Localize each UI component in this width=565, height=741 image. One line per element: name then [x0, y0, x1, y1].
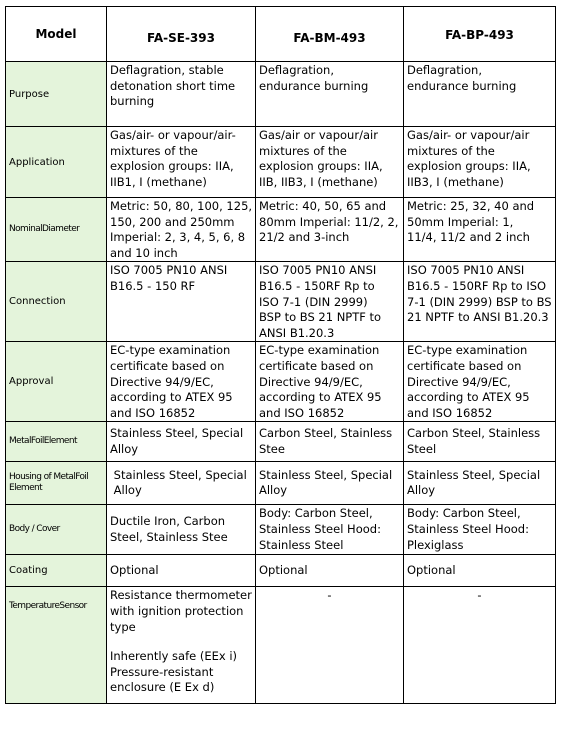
value-cell — [404, 587, 556, 704]
cell-text-line: Stainless Steel, Special — [259, 467, 393, 482]
row-body-cover — [6, 505, 556, 555]
value-cell — [256, 555, 404, 587]
cell-text-line: mixtures of the — [259, 143, 347, 158]
cell-text-line: IIB1, I (methane) — [110, 174, 207, 189]
cell-text-line: detonation short time — [110, 78, 236, 93]
row-label: Approval — [6, 342, 107, 422]
cell-text-line: according to ATEX 95 — [259, 390, 382, 405]
cell-text-line: type — [110, 619, 136, 634]
product-header: FA-SE-393 — [107, 7, 256, 62]
cell-text-line: Body: Carbon Steel, — [259, 506, 373, 521]
row-label: Coating — [6, 555, 107, 587]
cell-text-line: 21 NPTF to ANSI B1.20.3 — [407, 310, 549, 325]
cell-text-line: Stainless Steel, Special — [407, 467, 541, 482]
cell-text-line: BSP to BS 21 NPTF to — [259, 310, 382, 325]
cell-text-line: Metric: 40, 50, 65 and — [259, 199, 387, 213]
row-approval — [6, 342, 556, 422]
cell-text-line: ISO 7-1 (DIN 2999) — [259, 294, 368, 309]
value-cell — [404, 198, 556, 262]
cell-text-line: endurance burning — [407, 78, 517, 93]
row-housing — [6, 462, 556, 505]
value-cell — [404, 62, 556, 127]
cell-text-line: explosion groups: IIA, — [110, 159, 234, 174]
product-header: FA-BM-493 — [256, 7, 404, 62]
row-coating — [6, 555, 556, 587]
cell-text-line: 80mm Imperial: 11/2, 2, — [259, 214, 399, 229]
model-header: Model — [6, 7, 107, 62]
value-cell — [256, 462, 404, 505]
value-cell — [107, 505, 256, 555]
row-label: Purpose — [6, 62, 107, 127]
cell-text-line: - — [327, 588, 332, 603]
cell-text-line: Gas/air- or vapour/air- — [110, 128, 236, 142]
cell-text-line: Metric: 50, 80, 100, 125, — [110, 199, 253, 213]
value-cell — [404, 342, 556, 422]
row-purpose — [6, 62, 556, 127]
cell-text-line: ANSI B1.20.3 — [259, 325, 335, 340]
cell-text-line: Steel, Stainless Stee — [110, 529, 228, 544]
cell-text-line: mixtures of the — [407, 143, 495, 158]
header-row — [6, 7, 556, 62]
cell-text-line: Stee — [259, 441, 285, 456]
cell-text-line: Pressure-resistant — [110, 664, 214, 679]
cell-text-line: B16.5 - 150RF Rp to — [259, 278, 375, 293]
cell-text-line: Imperial: 2, 3, 4, 5, 6, 8 — [110, 230, 246, 245]
cell-text-line: mixtures of the — [110, 143, 198, 158]
row-connection — [6, 262, 556, 342]
spec-body — [6, 62, 556, 704]
row-label: Connection — [6, 262, 107, 342]
cell-text-line: certificate based on — [259, 358, 374, 373]
cell-text-line: ISO 7005 PN10 ANSI — [259, 263, 377, 278]
value-cell — [404, 555, 556, 587]
value-cell — [256, 422, 404, 462]
cell-text-line — [110, 635, 252, 649]
value-cell — [107, 262, 256, 342]
value-cell — [107, 555, 256, 587]
value-cell — [256, 127, 404, 198]
cell-text-line: ISO 7005 PN10 ANSI — [110, 263, 228, 278]
cell-text-line: EC-type examination — [110, 343, 231, 358]
value-cell — [256, 62, 404, 127]
cell-text-line: Ductile Iron, Carbon — [110, 514, 226, 529]
value-cell — [404, 422, 556, 462]
row-application — [6, 127, 556, 198]
cell-text-line: Deflagration, stable — [110, 63, 224, 77]
cell-text-line: 50mm Imperial: 1, — [407, 214, 514, 229]
cell-text-line: 11/4, 11/2 and 2 inch — [407, 230, 530, 245]
cell-text-line: Gas/air- or vapour/air — [407, 128, 530, 142]
cell-text-line: ISO 7005 PN10 ANSI — [407, 263, 525, 278]
cell-text-line: Steel — [407, 441, 437, 456]
cell-text-line: explosion groups: IIA, — [407, 159, 531, 174]
cell-text-line: Alloy — [259, 483, 288, 498]
cell-text-line: - — [477, 588, 482, 603]
row-label: Application — [6, 127, 107, 198]
value-cell — [107, 127, 256, 198]
value-cell — [107, 198, 256, 262]
cell-text-line: burning — [110, 94, 155, 109]
value-cell — [107, 342, 256, 422]
cell-text-line: Stainless Steel Hood: — [407, 522, 529, 537]
value-cell — [256, 587, 404, 704]
cell-text-line: Metric: 25, 32, 40 and — [407, 199, 535, 213]
value-cell — [107, 62, 256, 127]
cell-text-line: Stainless Steel, Special — [110, 426, 244, 441]
value-cell — [107, 587, 256, 704]
value-cell — [256, 505, 404, 555]
row-label: TemperatureSensor — [6, 587, 107, 704]
cell-text-line: Optional — [259, 563, 308, 578]
cell-text-line: and 10 inch — [110, 245, 178, 260]
cell-text-line: and ISO 16852 — [110, 405, 196, 420]
spec-table — [5, 6, 556, 704]
row-metal-foil-element — [6, 422, 556, 462]
value-cell — [404, 462, 556, 505]
cell-text-line: 21/2 and 3-inch — [259, 230, 350, 245]
cell-text-line: Alloy — [110, 483, 142, 498]
cell-text-line: EC-type examination — [407, 343, 528, 358]
cell-text-line: according to ATEX 95 — [407, 390, 530, 405]
cell-text-line: IIB3, I (methane) — [407, 174, 504, 189]
row-nominal-diameter — [6, 198, 556, 262]
cell-text-line: Inherently safe (EEx i) — [110, 649, 238, 664]
cell-text-line: Carbon Steel, Stainless — [407, 426, 541, 441]
value-cell — [256, 342, 404, 422]
cell-text-line: Deflagration, — [259, 63, 334, 77]
cell-text-line: Optional — [407, 563, 456, 578]
cell-text-line: according to ATEX 95 — [110, 390, 233, 405]
cell-text-line: with ignition protection — [110, 603, 244, 618]
cell-text-line: B16.5 - 150RF Rp to ISO — [407, 278, 547, 293]
value-cell — [107, 462, 256, 505]
cell-text-line: 150, 200 and 250mm — [110, 214, 235, 229]
value-cell — [256, 198, 404, 262]
row-label: Body / Cover — [6, 505, 107, 555]
value-cell — [256, 262, 404, 342]
cell-text-line: Alloy — [407, 483, 436, 498]
cell-text-line: certificate based on — [110, 358, 225, 373]
cell-text-line: IIB, IIB3, I (methane) — [259, 174, 378, 189]
value-cell — [404, 262, 556, 342]
cell-text-line: Stainless Steel Hood: — [259, 522, 381, 537]
cell-text-line: certificate based on — [407, 358, 522, 373]
row-temperature-sensor — [6, 587, 556, 704]
value-cell — [404, 127, 556, 198]
cell-text-line: enclosure (E Ex d) — [110, 680, 215, 695]
cell-text-line: and ISO 16852 — [407, 405, 493, 420]
value-cell — [404, 505, 556, 555]
cell-text-line: Optional — [110, 563, 159, 578]
cell-text-line: Resistance thermometer — [110, 588, 252, 603]
cell-text-line: endurance burning — [259, 78, 369, 93]
cell-text-line: explosion groups: IIA, — [259, 159, 383, 174]
cell-text-line: Alloy — [110, 441, 139, 456]
cell-text-line: Directive 94/9/EC, — [259, 374, 363, 389]
cell-text-line: Stainless Steel — [259, 537, 344, 552]
cell-text-line: Plexiglass — [407, 537, 464, 552]
row-label: NominalDiameter — [6, 198, 107, 262]
cell-text-line: EC-type examination — [259, 343, 380, 358]
cell-text-line: Directive 94/9/EC, — [110, 374, 214, 389]
cell-text-line: Stainless Steel, Special — [110, 467, 247, 482]
cell-text-line: Carbon Steel, Stainless — [259, 426, 393, 441]
cell-text-line: B16.5 - 150 RF — [110, 278, 196, 293]
cell-text-line: Gas/air or vapour/air — [259, 128, 378, 142]
cell-text-line: 7-1 (DIN 2999) BSP to BS — [407, 294, 552, 309]
row-label: MetalFoilElement — [6, 422, 107, 462]
cell-text-line: Deflagration, — [407, 63, 482, 77]
product-header: FA-BP-493 — [404, 7, 556, 62]
cell-text-line: Directive 94/9/EC, — [407, 374, 511, 389]
cell-text-line: Body: Carbon Steel, — [407, 506, 521, 521]
value-cell — [107, 422, 256, 462]
cell-text-line: and ISO 16852 — [259, 405, 345, 420]
row-label: Housing of MetalFoil Element — [6, 462, 107, 505]
